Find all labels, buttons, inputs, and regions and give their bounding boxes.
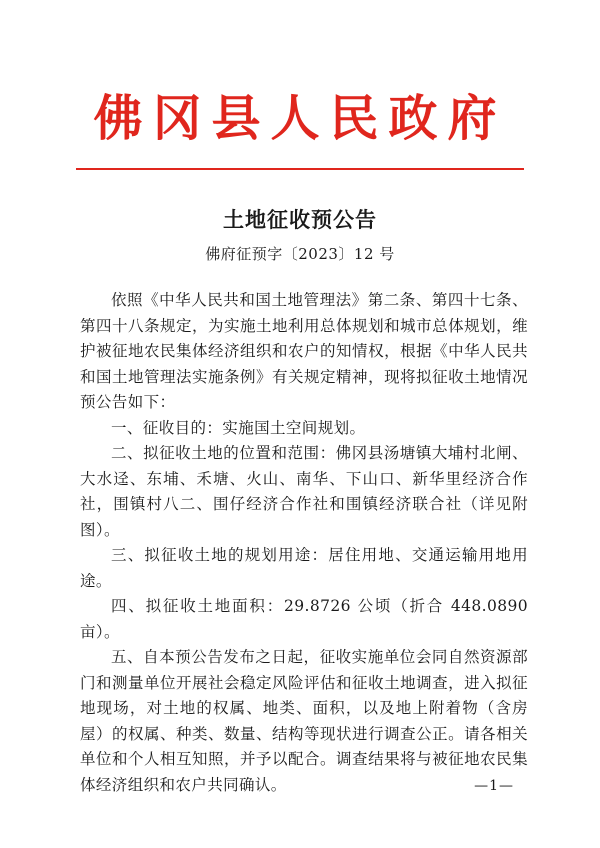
announcement-title: 土地征收预公告 bbox=[223, 207, 377, 232]
item-location: 二、拟征收土地的位置和范围：佛冈县汤塘镇大埔村北闸、大水迳、东埔、禾塘、火山、南华、下山口、新华里经济合作社，围镇村八二、围仔经济合作社和围镇经济联合社（详见附图）。 bbox=[80, 444, 528, 539]
announcement-body bbox=[80, 288, 528, 798]
page-number: —1— bbox=[474, 778, 514, 794]
item-purpose: 一、征收目的：实施国土空间规划。 bbox=[111, 418, 366, 437]
issuer-masthead: 佛冈县人民政府 bbox=[93, 89, 507, 147]
intro-paragraph: 依照《中华人民共和国土地管理法》第二条、第四十七条、第四十八条规定，为实施土地利用总体规划和城市总体规划，维护被征地农民集体经济组织和农户的知情权，根据《中华人民共和国土地管理法实施条例》有关规定精神，现将拟征收土地情况预公告如下： bbox=[80, 291, 528, 411]
item-area: 四、拟征收土地面积：29.8726 公顷（折合 448.0890 亩）。 bbox=[80, 597, 528, 641]
item-land-use: 三、拟征收土地的规划用途：居住用地、交通运输用地用途。 bbox=[80, 546, 528, 590]
red-divider bbox=[76, 168, 524, 170]
document-number: 佛府征预字〔2023〕12 号 bbox=[205, 245, 395, 263]
item-survey: 五、自本预公告发布之日起，征收实施单位会同自然资源部门和测量单位开展社会稳定风险评估和征收土地调查，进入拟征地现场，对土地的权属、地类、面积，以及地上附着物（含房屋）的权属、种类、数量、结构等现状进行调查公正。请各相关单位和个人相互知照，并予以配合。调查结果将与被征地农民集体经济组织和农户共同确认。 bbox=[80, 648, 528, 794]
